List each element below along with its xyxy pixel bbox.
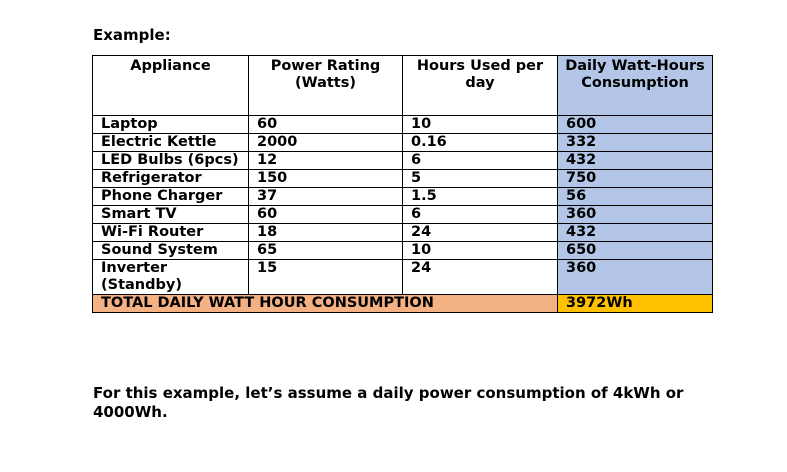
header-appliance: Appliance <box>93 56 249 116</box>
appliance-cell: LED Bulbs (6pcs) <box>93 152 249 170</box>
appliance-consumption-table <box>92 55 713 313</box>
consumption-cell: 360 <box>558 260 713 295</box>
table-row <box>93 260 713 295</box>
hours-cell: 6 <box>403 206 558 224</box>
power-cell: 12 <box>249 152 403 170</box>
appliance-cell: Sound System <box>93 242 249 260</box>
header-power-rating: Power Rating (Watts) <box>249 56 403 116</box>
table-header-row <box>93 56 713 116</box>
appliance-cell: Electric Kettle <box>93 134 249 152</box>
consumption-cell: 650 <box>558 242 713 260</box>
consumption-cell: 332 <box>558 134 713 152</box>
hours-cell: 1.5 <box>403 188 558 206</box>
hours-cell: 10 <box>403 242 558 260</box>
consumption-cell: 56 <box>558 188 713 206</box>
power-cell: 60 <box>249 206 403 224</box>
total-row <box>93 295 713 313</box>
table-row <box>93 188 713 206</box>
header-daily-consumption: Daily Watt-Hours Consumption <box>558 56 713 116</box>
table-row <box>93 134 713 152</box>
power-cell: 60 <box>249 116 403 134</box>
table-row <box>93 206 713 224</box>
total-value: 3972Wh <box>558 295 713 313</box>
appliance-cell: Inverter (Standby) <box>93 260 249 295</box>
hours-cell: 10 <box>403 116 558 134</box>
total-label: TOTAL DAILY WATT HOUR CONSUMPTION <box>93 295 558 313</box>
example-heading: Example: <box>93 26 171 44</box>
hours-cell: 24 <box>403 260 558 295</box>
assumption-note: For this example, let’s assume a daily power consumption of 4kWh or 4000Wh. <box>93 384 684 421</box>
table-row <box>93 116 713 134</box>
power-cell: 2000 <box>249 134 403 152</box>
consumption-cell: 432 <box>558 224 713 242</box>
appliance-cell: Phone Charger <box>93 188 249 206</box>
consumption-cell: 360 <box>558 206 713 224</box>
hours-cell: 0.16 <box>403 134 558 152</box>
appliance-cell: Refrigerator <box>93 170 249 188</box>
consumption-cell: 432 <box>558 152 713 170</box>
hours-cell: 5 <box>403 170 558 188</box>
power-cell: 18 <box>249 224 403 242</box>
table-row <box>93 242 713 260</box>
appliance-cell: Laptop <box>93 116 249 134</box>
appliance-cell: Smart TV <box>93 206 249 224</box>
consumption-cell: 600 <box>558 116 713 134</box>
table-row <box>93 224 713 242</box>
hours-cell: 6 <box>403 152 558 170</box>
appliance-cell: Wi-Fi Router <box>93 224 249 242</box>
power-cell: 150 <box>249 170 403 188</box>
header-hours-used: Hours Used per day <box>403 56 558 116</box>
hours-cell: 24 <box>403 224 558 242</box>
power-cell: 15 <box>249 260 403 295</box>
power-cell: 37 <box>249 188 403 206</box>
table-row <box>93 170 713 188</box>
power-cell: 65 <box>249 242 403 260</box>
consumption-cell: 750 <box>558 170 713 188</box>
table-row <box>93 152 713 170</box>
